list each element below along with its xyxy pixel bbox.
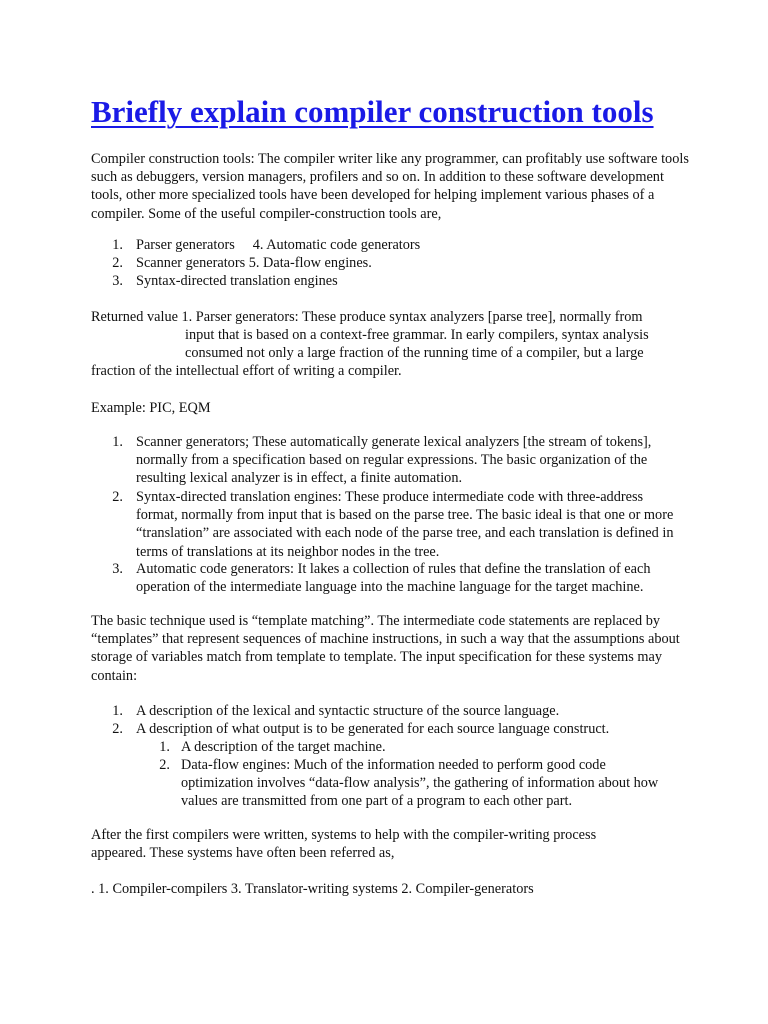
returned-value-line: consumed not only a large fraction of the running time of a compiler, but a large bbox=[185, 345, 644, 361]
list-number: 1. bbox=[112, 434, 123, 450]
list-item: Scanner generators; These automatically generate lexical analyzers [the stream of tokens], normally from a specification based on regular expressions. The basic organization of the resulting lexical analyzer is in effect, a finite automation. bbox=[136, 434, 652, 487]
list-item: Syntax-directed translation engines: These produce intermediate code with three-address format, normally from input that is based on the parse tree. The basic ideal is that one or more “translation” are associated with each node of the parse tree, and each translation is defined in terms of translations at its neighbor nodes in the tree. bbox=[136, 489, 674, 560]
after-paragraph: After the first compilers were written, systems to help with the compiler-writing process appeared. These systems have often been referred as, bbox=[91, 827, 597, 862]
list-item: A description of what output is to be generated for each source language construct. bbox=[136, 721, 610, 737]
final-line: . 1. Compiler-compilers 3. Translator-writing systems 2. Compiler-generators bbox=[91, 881, 534, 897]
example-line: Example: PIC, EQM bbox=[91, 400, 211, 416]
list-item: A description of the lexical and syntactic structure of the source language. bbox=[136, 703, 560, 719]
list-number: 1. bbox=[159, 739, 170, 755]
list-number: 2. bbox=[112, 489, 123, 505]
list-item: Automatic code generators: It lakes a collection of rules that define the translation of each operation of the intermediate language into the machine language for the target machine. bbox=[136, 561, 651, 596]
template-paragraph: The basic technique used is “template matching”. The intermediate code statements are replaced by “templates” that represent sequences of machine instructions, in such a way that the assumptions about storage of variables match from template to template. The input specification for these systems may contain: bbox=[91, 613, 680, 684]
list-number: 2. bbox=[112, 721, 123, 737]
returned-value-line: Returned value 1. Parser generators: These produce syntax analyzers [parse tree], normally from bbox=[91, 309, 643, 325]
list-item: Data-flow engines: Much of the information needed to perform good code optimization involves “data-flow analysis”, the gathering of information about how values are transmitted from one part of a program to each other part. bbox=[181, 757, 659, 810]
list-number: 2. bbox=[112, 255, 123, 271]
list-item: Parser generators 4. Automatic code generators bbox=[136, 237, 421, 253]
returned-value-line: fraction of the intellectual effort of writing a compiler. bbox=[91, 363, 402, 379]
list-number: 3. bbox=[112, 273, 123, 289]
list-number: 3. bbox=[112, 561, 123, 577]
list-item: Syntax-directed translation engines bbox=[136, 273, 338, 289]
list-item: Scanner generators 5. Data-flow engines. bbox=[136, 255, 372, 271]
returned-value-line: input that is based on a context-free grammar. In early compilers, syntax analysis bbox=[185, 327, 649, 343]
page-title[interactable]: Briefly explain compiler construction tools bbox=[91, 94, 654, 129]
list-item: A description of the target machine. bbox=[181, 739, 386, 755]
list-number: 1. bbox=[112, 703, 123, 719]
intro-paragraph: Compiler construction tools: The compiler writer like any programmer, can profitably use software tools such as debuggers, version managers, profilers and so on. In addition to these software development tools, other more specialized tools have been developed for helping implement various phases of a compiler. Some of the useful compiler-construction tools are, bbox=[91, 151, 689, 222]
list-number: 2. bbox=[159, 757, 170, 773]
list-number: 1. bbox=[112, 237, 123, 253]
